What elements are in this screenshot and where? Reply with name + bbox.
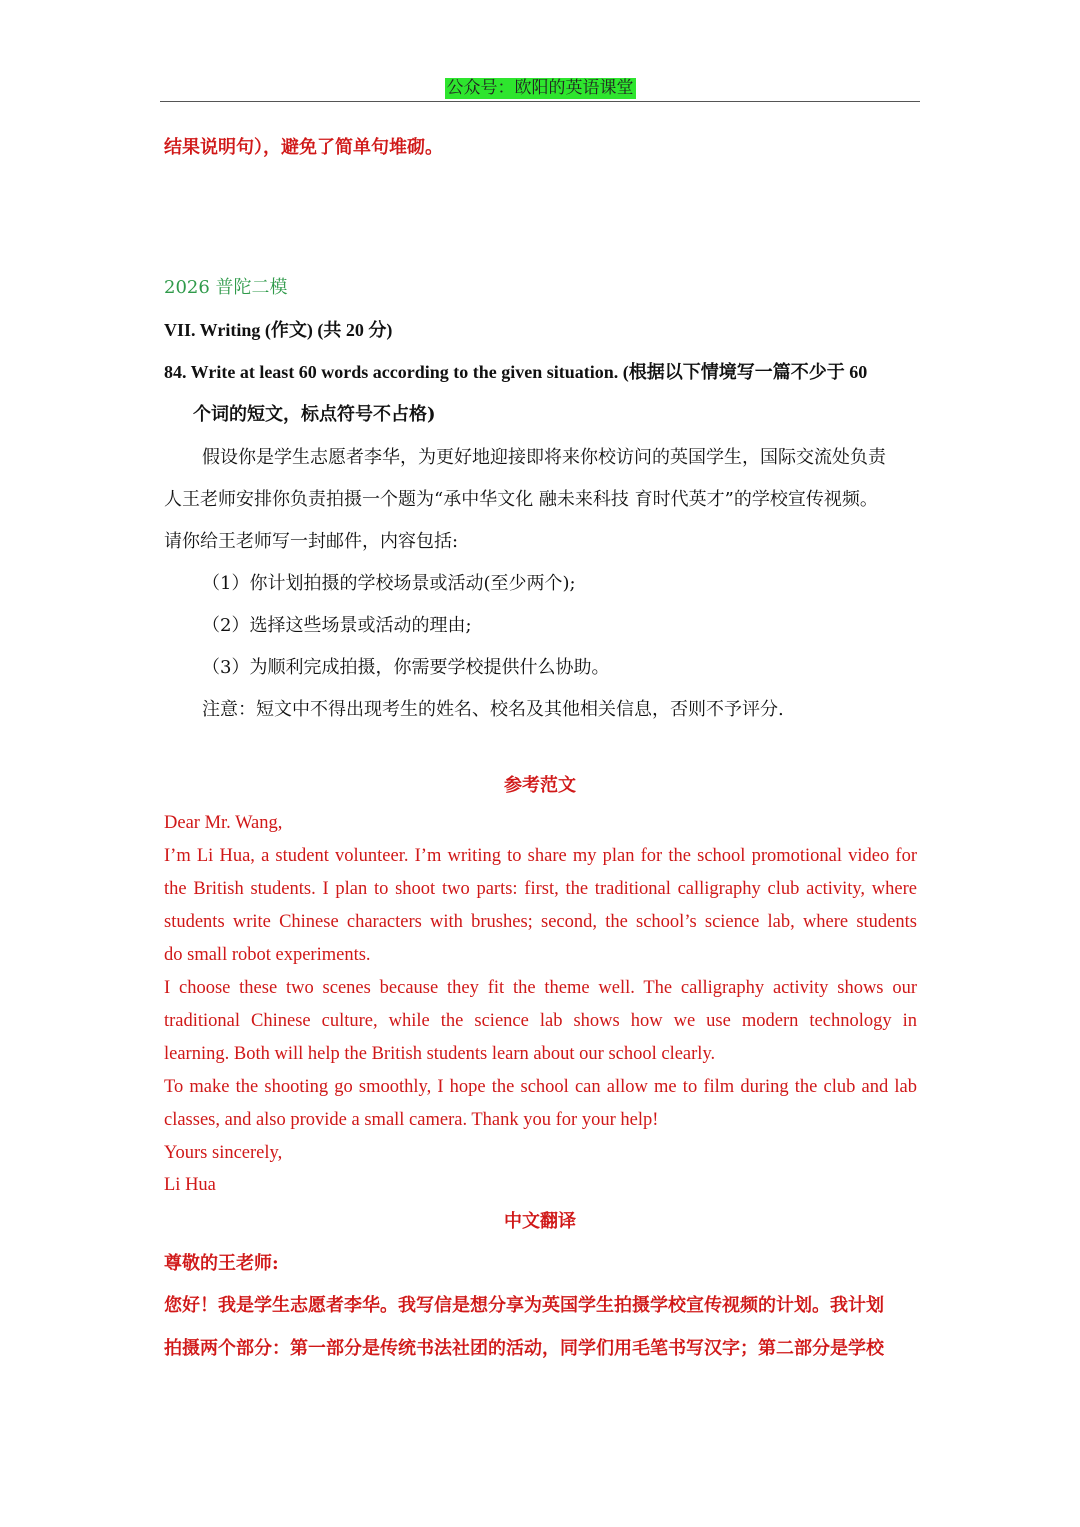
translation-line: 尊敬的王老师: bbox=[164, 1253, 279, 1274]
prompt-item: （2）选择这些场景或活动的理由; bbox=[202, 615, 472, 636]
sample-line: do small robot experiments. bbox=[164, 945, 371, 965]
prompt-line-2: 人王老师安排你负责拍摄一个题为“承中华文化 融未来科技 育时代英才”的学校宣传视频。 bbox=[164, 489, 878, 510]
prompt-item: （3）为顺利完成拍摄，你需要学校提供什么协助。 bbox=[202, 657, 610, 678]
section-title: 2026 普陀二模 bbox=[164, 277, 288, 298]
sample-line: To make the shooting go smoothly, I hope the school can allow me to film during the club and lab bbox=[164, 1077, 917, 1097]
sample-line: Yours sincerely, bbox=[164, 1143, 283, 1163]
sample-line: Dear Mr. Wang, bbox=[164, 813, 283, 833]
question-line-1: 84. Write at least 60 words according to the given situation. (根据以下情境写一篇不少于 60 bbox=[164, 362, 868, 382]
prompt-note: 注意：短文中不得出现考生的姓名、校名及其他相关信息，否则不予评分. bbox=[202, 699, 784, 720]
sample-line: learning. Both will help the British students learn about our school clearly. bbox=[164, 1044, 716, 1064]
sample-line: the British students. I plan to shoot two parts: first, the traditional calligraphy club activity, where bbox=[164, 879, 917, 899]
sample-line: Li Hua bbox=[164, 1175, 216, 1195]
prompt-item: （1）你计划拍摄的学校场景或活动(至少两个); bbox=[202, 573, 576, 594]
prompt-line-3: 请你给王老师写一封邮件，内容包括: bbox=[164, 531, 459, 552]
translation-line: 您好！我是学生志愿者李华。我写信是想分享为英国学生拍摄学校宣传视频的计划。我计划 bbox=[164, 1295, 884, 1316]
translation-heading: 中文翻译 bbox=[504, 1211, 576, 1232]
header-label: 公众号：欧阳的英语课堂 bbox=[446, 78, 634, 98]
page-header bbox=[160, 76, 920, 102]
sample-line: I’m Li Hua, a student volunteer. I’m writing to share my plan for the school promotional video for bbox=[164, 846, 917, 866]
sample-heading: 参考范文 bbox=[504, 775, 576, 796]
part-heading: VII. Writing (作文) (共 20 分) bbox=[164, 320, 393, 340]
sample-line: classes, and also provide a small camera. Thank you for your help! bbox=[164, 1110, 659, 1130]
prompt-line-1: 假设你是学生志愿者李华，为更好地迎接即将来你校访问的英国学生，国际交流处负责 bbox=[202, 447, 886, 468]
sample-line: I choose these two scenes because they fit the theme well. The calligraphy activity shows our bbox=[164, 978, 917, 998]
carryover-text: 结果说明句），避免了简单句堆砌。 bbox=[164, 137, 443, 158]
question-line-2: 个词的短文，标点符号不占格) bbox=[193, 404, 436, 425]
sample-line: traditional Chinese culture, while the science lab shows how we use modern technology in bbox=[164, 1011, 917, 1031]
sample-line: students write Chinese characters with brushes; second, the school’s science lab, where students bbox=[164, 912, 917, 932]
translation-line: 拍摄两个部分：第一部分是传统书法社团的活动，同学们用毛笔书写汉字；第二部分是学校 bbox=[164, 1338, 884, 1359]
